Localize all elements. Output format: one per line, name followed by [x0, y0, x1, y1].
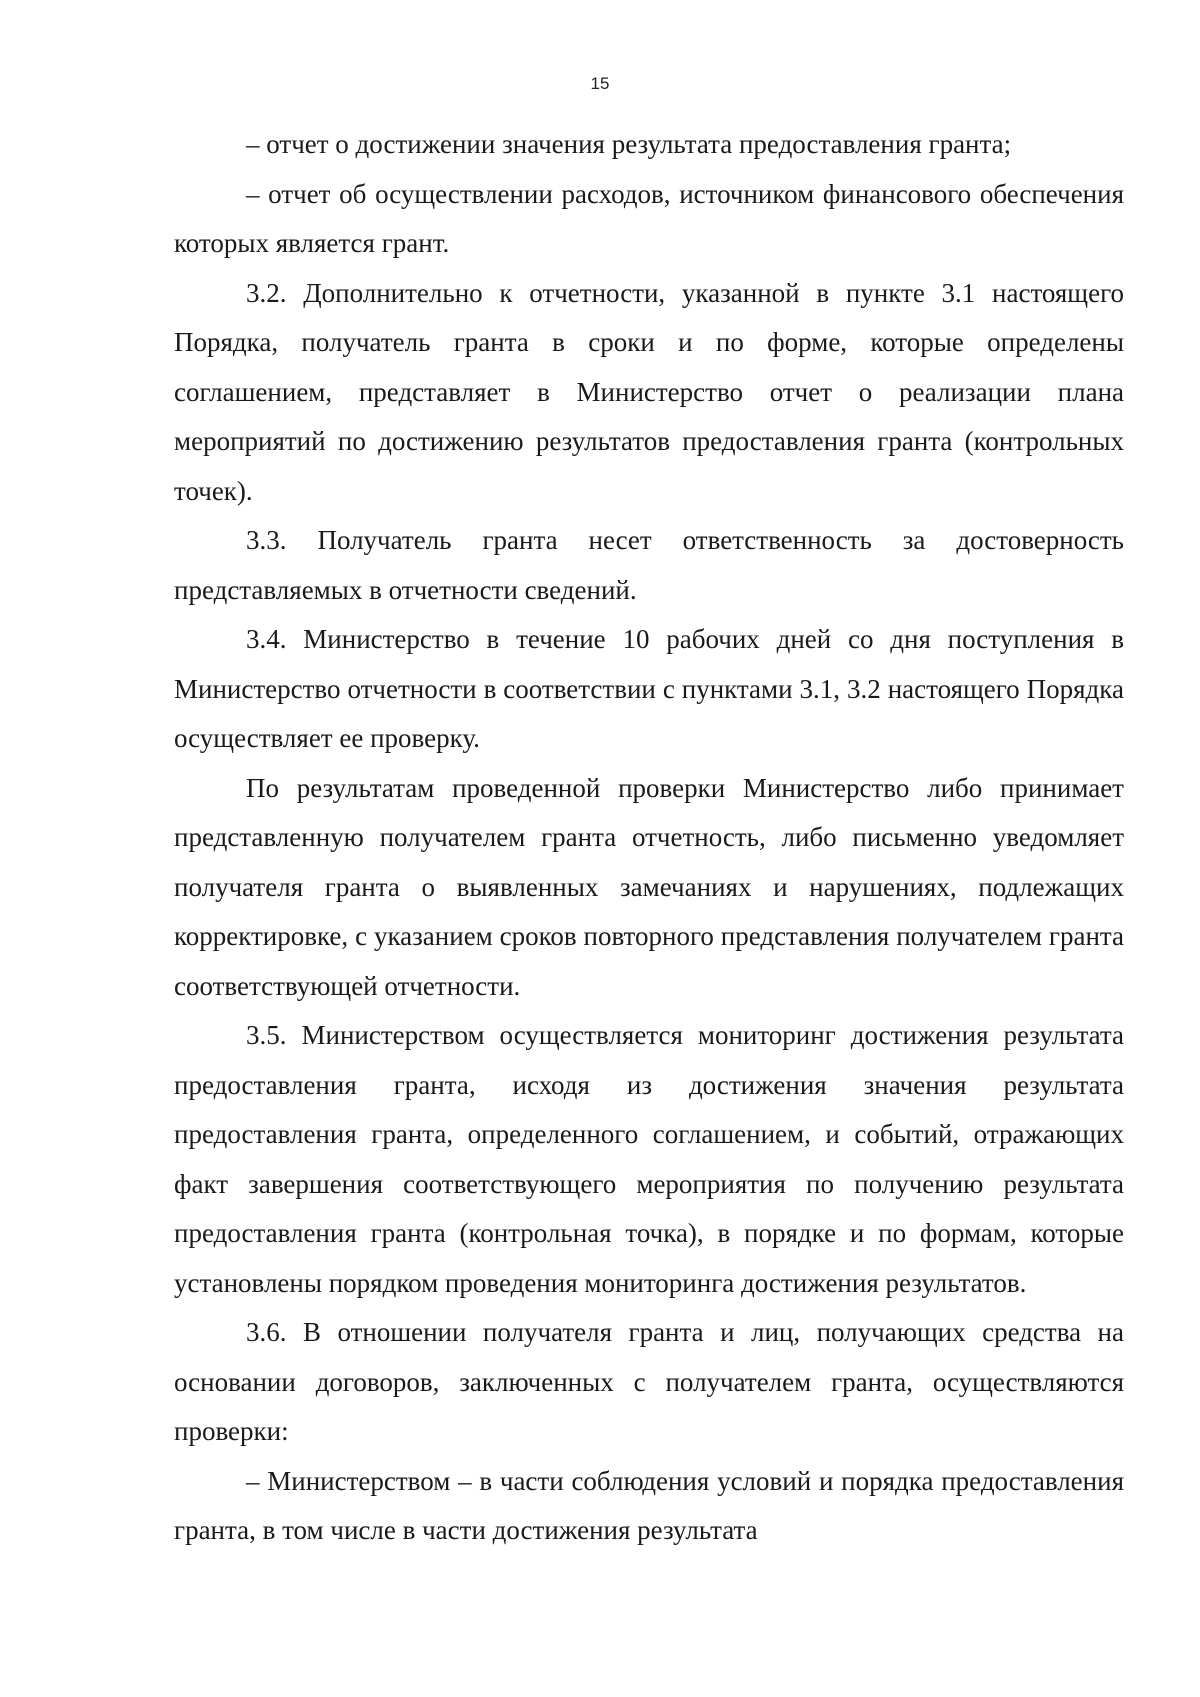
paragraph-3-6: 3.6. В отношении получателя гранта и лиц, получающих средства на основании договоров, заключенных с получателем гранта, осуществляются проверки:	[174, 1317, 1124, 1446]
paragraph-report-result: – отчет о достижении значения результата предоставления гранта;	[246, 129, 1012, 159]
paragraph-3-5: 3.5. Министерством осуществляется мониторинг достижения результата предоставления гранта, исходя из достижения значения результата предоставления гранта, определенного соглашением, и событий, отражающих факт завершения соответствующего мероприятия по получению результата предоставления гранта (контрольная точка), в порядке и по формам, которые установлены порядком проведения мониторинга достижения результатов.	[174, 1020, 1124, 1298]
paragraph-3-3: 3.3. Получатель гранта несет ответственность за достоверность представляемых в отчетности сведений.	[174, 525, 1124, 605]
paragraph-3-2: 3.2. Дополнительно к отчетности, указанной в пункте 3.1 настоящего Порядка, получатель гранта в сроки и по форме, которые определены соглашением, представляет в Министерство отчет о реализации плана мероприятий по достижению результатов предоставления гранта (контрольных точек).	[174, 277, 1124, 506]
document-body	[174, 120, 1124, 1556]
page-number: 15	[590, 74, 610, 93]
paragraph-check-results: По результатам проведенной проверки Министерство либо принимает представленную получателем гранта отчетность, либо письменно уведомляет получателя гранта о выявленных замечаниях и нарушениях, подлежащих корректировке, с указанием сроков повторного представления получателем гранта соответствующей отчетности.	[174, 772, 1124, 1001]
paragraph-report-expenses: – отчет об осуществлении расходов, источником финансового обеспечения которых является грант.	[174, 178, 1124, 258]
paragraph-3-4: 3.4. Министерство в течение 10 рабочих дней со дня поступления в Министерство отчетности в соответствии с пунктами 3.1, 3.2 настоящего Порядка осуществляет ее проверку.	[174, 624, 1124, 753]
paragraph-ministry-checks: – Министерством – в части соблюдения условий и порядка предоставления гранта, в том числе в части достижения результата	[174, 1465, 1124, 1545]
